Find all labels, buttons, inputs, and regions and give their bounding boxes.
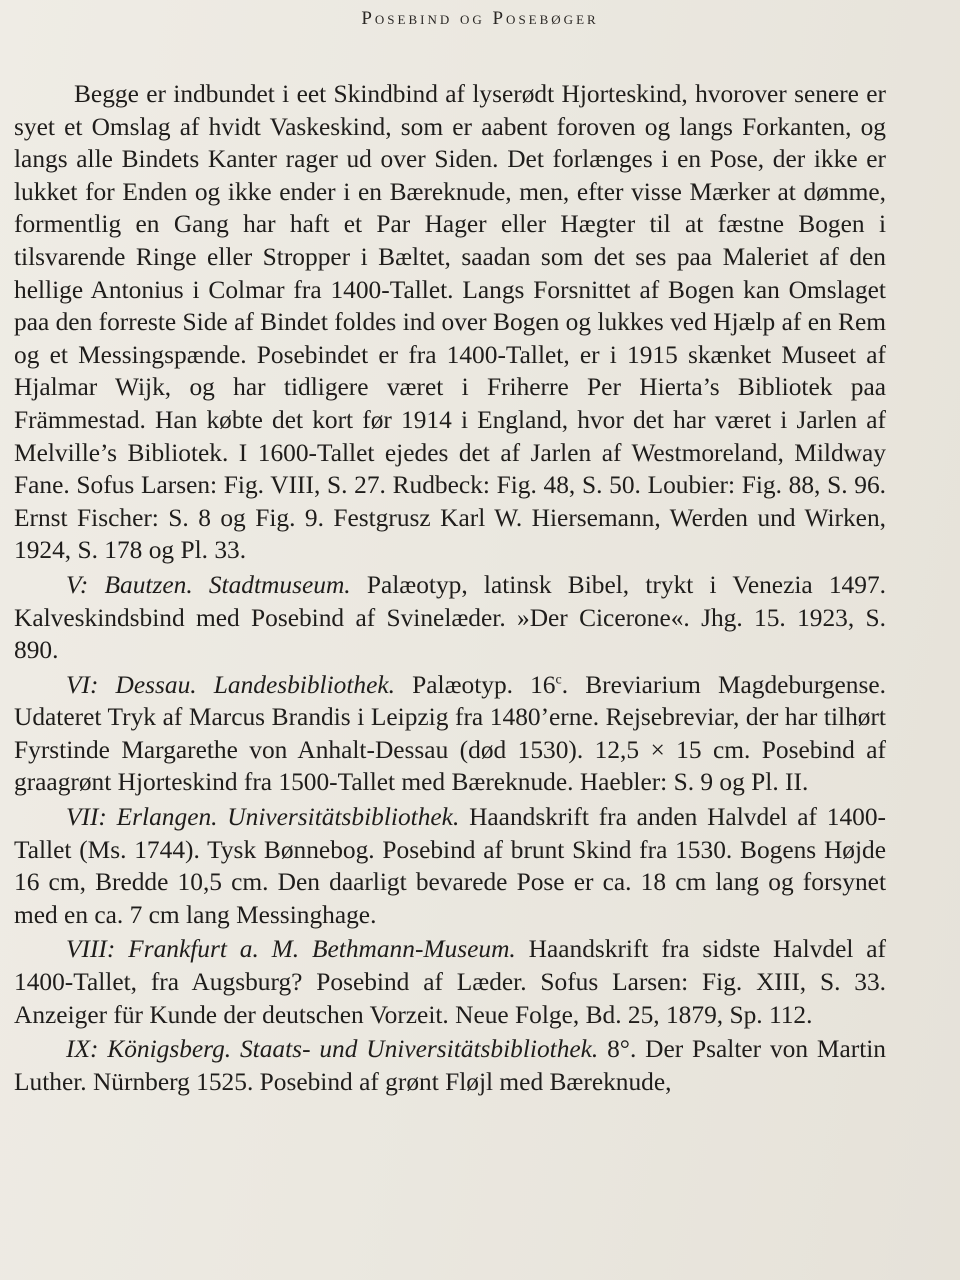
entry-text-continued: . Breviarium Magdeburgense. Udateret Tryk af Marcus Brandis i Leipzig fra 1480’erne. Rejsebreviar, der har tilhørt Fyrstinde Margarethe von Anhalt-Dessau (død 1530). 12,5 × 15 cm. Posebind af graagrønt Hjorteskind fra 1500-Tallet med Bæreknude. Haebler: S. 9 og Pl. II.: [14, 670, 886, 797]
entry-text: Palæotyp, latinsk Bibel, trykt i Venezia 1497. Kalveskindsbind med Posebind af Svinelæder. »Der Cicerone«. Jhg. 15. 1923, S. 890.: [14, 570, 886, 665]
paragraph-entry-ix: [14, 1033, 886, 1098]
superscript-mark: c: [555, 672, 562, 688]
entry-location: VIII: Frankfurt a. M. Bethmann-Museum.: [66, 935, 516, 964]
entry-text: 8°. Der Psalter von Martin Luther. Nürnberg 1525. Posebind af grønt Fløjl med Bæreknude,: [14, 1035, 886, 1096]
paragraph-entry-vii: [14, 801, 886, 931]
entry-text: Haandskrift fra anden Halvdel af 1400-Tallet (Ms. 1744). Tysk Bønnebog. Posebind af brunt Skind fra 1530. Bogens Højde 16 cm, Bredde 10,5 cm. Den daarligt bevarede Pose er ca. 18 cm lang og forsynet med en ca. 7 cm lang Messinghage.: [14, 803, 886, 929]
running-header: Posebind og Posebøger: [361, 8, 599, 29]
entry-text: Haandskrift fra sidste Halvdel af 1400-Tallet, fra Augsburg? Posebind af Læder. Sofus Larsen: Fig. XIII, S. 33. Anzeiger für Kunde der deutschen Vorzeit. Neue Folge, Bd. 25, 1879, Sp. 112.: [14, 935, 886, 1029]
paragraph-entry-v: [14, 569, 886, 667]
paragraph-entry-vi: [14, 669, 886, 799]
entry-location: V: Bautzen. Stadtmuseum.: [66, 570, 351, 599]
body-text: [14, 78, 886, 1098]
entry-location: IX: Königsberg. Staats- und Universitätsbibliothek.: [66, 1035, 599, 1064]
paragraph-entry-viii: [14, 933, 886, 1031]
entry-location: VI: Dessau. Landesbibliothek.: [66, 670, 396, 699]
entry-location: VII: Erlangen. Universitätsbibliothek.: [66, 803, 460, 832]
paragraph-intro: [14, 78, 886, 567]
paragraph-text: Begge er indbundet i eet Skindbind af lyserødt Hjorteskind, hvorover senere er syet et Omslag af hvidt Vaskeskind, som er aabent foroven og langs Forkanten, og langs alle Bindets Kanter rager ud over Siden. Det forlænges i en Pose, der ikke er lukket for Enden og ikke ender i en Bæreknude, men, efter visse Mærker at dømme, formentlig en Gang har haft et Par Hager eller Hægter til at fæstne Bogen i tilsvarende Ringe eller Stropper i Bæltet, saadan som det ses paa Maleriet af den hellige Antonius i Colmar fra 1400-Tallet. Langs Forsnittet af Bogen kan Omslaget paa den forreste Side af Bindet foldes ind over Bogen og lukkes ved Hjælp af en Rem og et Messingspænde. Posebindet er fra 1400-Tallet, er i 1915 skænket Museet af Hjalmar Wijk, og har tidligere været i Friherre Per Hierta’s Bibliotek paa Främmestad. Han købte det kort før 1914 i England, hvor det har været i Jarlen af Melville’s Bibliotek. I 1600-Tallet ejedes det af Jarlen af Westmoreland, Mildway Fane. Sofus Larsen: Fig. VIII, S. 27. Rudbeck: Fig. 48, S. 50. Loubier: Fig. 88, S. 96. Ernst Fischer: S. 8 og Fig. 9. Festgrusz Karl W. Hiersemann, Werden und Wirken, 1924, S. 178 og Pl. 33.: [14, 80, 886, 565]
entry-text: Palæotyp. 16: [395, 670, 556, 699]
